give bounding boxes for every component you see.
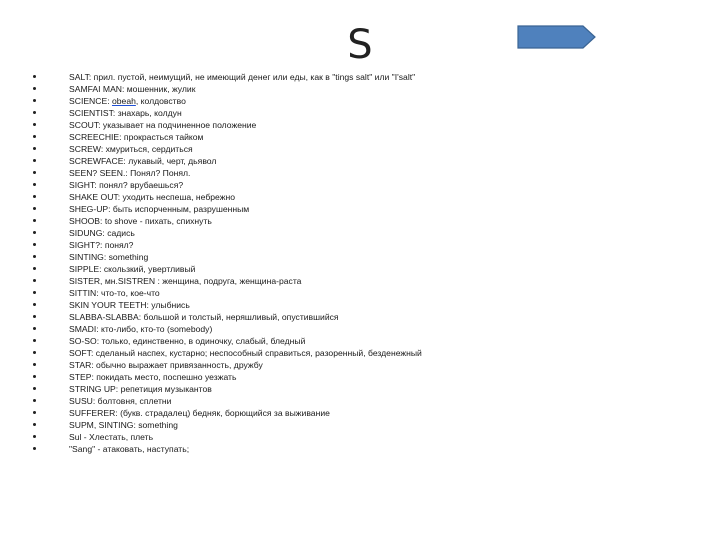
entry-text: SMADI: кто-либо, кто-то (somebody) [69,324,213,334]
list-item [33,179,422,191]
bullet-icon [33,123,36,126]
list-item [33,191,422,203]
bullet-icon [33,375,36,378]
entry-text: SUFFERER: (букв. страдалец) бедняк, борющийся за выживание [69,408,330,418]
list-item [33,371,422,383]
list-item [33,155,422,167]
entry-text: SEEN? SEEN.: Понял? Понял. [69,168,191,178]
bullet-icon [33,195,36,198]
bullet-icon [33,171,36,174]
bullet-icon [33,327,36,330]
entry-text: SIGHT: понял? врубаешься? [69,180,184,190]
list-item [33,335,422,347]
list-item [33,323,422,335]
entry-text: SKIN YOUR TEETH: улыбнись [69,300,190,310]
entry-text: SAMFAI MAN: мошенник, жулик [69,84,196,94]
entry-text: SLABBA-SLABBA: большой и толстый, неряшливый, опустившийся [69,312,339,322]
entry-text: SHOOB: to shove - пихать, спихнуть [69,216,212,226]
list-item [33,275,422,287]
list-item [33,263,422,275]
list-item [33,227,422,239]
bullet-icon [33,111,36,114]
bullet-icon [33,135,36,138]
entry-text: SITTIN: что-то, кое-что [69,288,160,298]
list-item [33,383,422,395]
list-item [33,71,422,83]
entry-text: SUPM, SINTING: something [69,420,178,430]
list-item [33,299,422,311]
bullet-icon [33,399,36,402]
list-item [33,359,422,371]
entry-text-science: SCIENCE: obeah, колдовство [69,96,186,106]
entry-text: SIGHT?: понял? [69,240,134,250]
bullet-icon [33,219,36,222]
bullet-icon [33,159,36,162]
entry-text: SUSU: болтовня, сплетни [69,396,172,406]
entry-text: SALT: прил. пустой, неимущий, не имеющий денег или еды, как в "tings salt" или "I'salt" [69,72,416,82]
bullet-icon [33,363,36,366]
bullet-icon [33,291,36,294]
bullet-icon [33,147,36,150]
entry-text: SHAKE OUT: уходить неспеша, небрежно [69,192,235,202]
bullet-icon [33,447,36,450]
list-item [33,251,422,263]
glossary-list [33,71,422,455]
entry-text: SCREW: хмуриться, сердиться [69,144,193,154]
list-item [33,107,422,119]
list-item [33,431,422,443]
bullet-icon [33,411,36,414]
list-item [33,203,422,215]
entry-text: SCOUT: указывает на подчиненное положение [69,120,257,130]
list-item [33,287,422,299]
entry-text: STAR: обычно выражает привязанность, дружбу [69,360,263,370]
list-item [33,407,422,419]
bullet-icon [33,339,36,342]
entry-text: "Sang" - атаковать, наступать; [69,444,190,454]
list-item [33,395,422,407]
list-item [33,443,422,455]
list-item [33,347,422,359]
bullet-icon [33,87,36,90]
entry-text: SO-SO: только, единственно, в одиночку, слабый, бледный [69,336,306,346]
entry-text: SCREWFACE: лукавый, черт, дьявол [69,156,217,166]
entry-text: SIDUNG: садись [69,228,135,238]
arrow-right-icon[interactable] [517,25,597,49]
bullet-icon [33,207,36,210]
bullet-icon [33,423,36,426]
bullet-icon [33,351,36,354]
list-item [33,83,422,95]
list-item [33,131,422,143]
bullet-icon [33,303,36,306]
entry-text: SINTING: something [69,252,149,262]
list-item [33,95,422,107]
bullet-icon [33,279,36,282]
entry-text: SIPPLE: скользкий, увертливый [69,264,196,274]
bullet-icon [33,315,36,318]
slide-title: S [347,22,373,68]
bullet-icon [33,243,36,246]
list-item [33,143,422,155]
bullet-icon [33,183,36,186]
list-item [33,419,422,431]
bullet-icon [33,435,36,438]
bullet-icon [33,75,36,78]
entry-text: SCREECHIE: прокрасться тайком [69,132,204,142]
list-item [33,311,422,323]
entry-text: Sul - Хлестать, плеть [69,432,154,442]
list-item [33,167,422,179]
entry-text: SHEG-UP: быть испорченным, разрушенным [69,204,250,214]
list-item [33,215,422,227]
list-item [33,119,422,131]
entry-text: SCIENTIST: знахарь, колдун [69,108,182,118]
entry-text: SISTER, мн.SISTREN : женщина, подруга, женщина-раста [69,276,302,286]
bullet-icon [33,255,36,258]
bullet-icon [33,267,36,270]
entry-text: SOFT: сделаный наспех, кустарно; неспособный справиться, разоренный, безденежный [69,348,422,358]
list-item [33,239,422,251]
bullet-icon [33,99,36,102]
entry-text: STEP: покидать место, поспешно уезжать [69,372,237,382]
entry-text: STRING UP: репетиция музыкантов [69,384,212,394]
bullet-icon [33,231,36,234]
bullet-icon [33,387,36,390]
